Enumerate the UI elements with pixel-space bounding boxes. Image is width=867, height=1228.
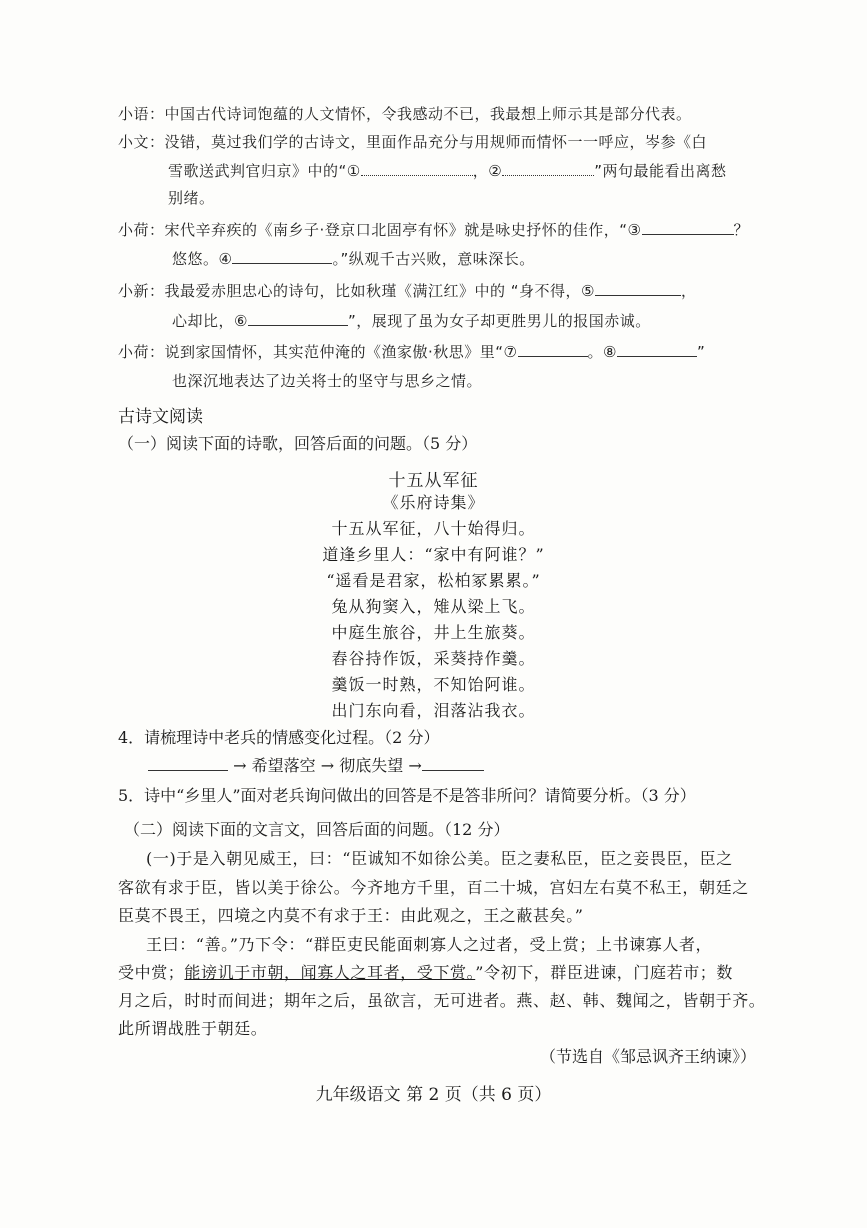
speaker-label: 小语： [118,105,165,123]
dialogue-line-5a [118,341,705,362]
poem-line: 中庭生旅谷，井上生旅葵。 [331,623,536,642]
arrow-right-icon: → [408,756,422,775]
poem-line: 十五从军征，八十始得归。 [331,519,536,538]
dialogue-text: 没错，莫过我们学的古诗文，里面作品充分与用规师而情怀一一呼应，岑参《白 [164,133,708,151]
dialogue-text: ”，展现了虽为女子却更胜男儿的报国赤诚。 [347,312,651,330]
speaker-label: 小新： [118,282,165,300]
answer-blank-7[interactable] [518,356,588,357]
answer-blank-1[interactable] [361,175,473,176]
poem-line: “遥看是君家，松柏冢累累。” [326,571,541,590]
passage-line: 月之后，时时而间进；期年之后，虽欲言，无可进者。燕、赵、韩、魏闻之，皆朝于齐。 [118,991,766,1010]
dialogue-text: 别绪。 [168,189,215,207]
speaker-label: 小荷： [118,221,165,239]
arrow-right-icon: → [233,756,247,775]
emotion-blank-1[interactable] [148,770,228,771]
dialogue-line-4a [118,280,697,301]
dialogue-text: 悠悠。④ [172,250,233,268]
underlined-sentence: 能谤讥于市朝，闻寡人之耳者，受下赏。 [184,963,476,982]
dialogue-line-4b [172,310,651,331]
speaker-label: 小文： [118,133,165,151]
poem-line: 道逢乡里人：“家中有阿谁？” [322,545,545,564]
dialogue-line-2b [168,160,726,181]
dialogue-text: 也深沉地表达了边关将士的坚守与思乡之情。 [172,372,483,390]
dialogue-text: ？ [733,221,750,239]
answer-blank-8[interactable] [617,356,697,357]
passage-line [118,960,733,983]
question-4: 4．请梳理诗中老兵的情感变化过程。（2 分） [118,728,440,747]
dialogue-text: 。”纵观千古兴败，意味深长。 [332,250,535,268]
speaker-label: 小荷： [118,343,165,361]
answer-blank-3[interactable] [642,234,734,235]
dialogue-text: 宋代辛弃疾的《南乡子·登京口北固亭有怀》就是咏史抒怀的佳作，“③ [164,221,642,239]
poem-line: 羹饭一时熟，不知饴阿谁。 [331,675,536,694]
poem-title: 十五从军征 [388,471,479,491]
arrow-right-icon: → [320,756,335,775]
section-title: 古诗文阅读 [118,407,203,427]
emotion-step: 希望落空 [251,756,316,775]
answer-blank-6[interactable] [248,325,348,326]
passage-source: （节选自《邹忌讽齐王纳谏》） [540,1047,757,1066]
emotion-step: 彻底失望 [339,756,404,775]
emotion-flow [148,753,484,776]
passage-line: 臣莫不畏王，四境之内莫不有求于王：由此观之，王之蔽甚矣。” [118,906,584,925]
dialogue-text: 。⑧ [587,343,617,361]
answer-blank-4[interactable] [232,263,332,264]
part1-heading: （一）阅读下面的诗歌，回答后面的问题。（5 分） [118,434,478,453]
poem-source: 《乐府诗集》 [382,493,485,512]
passage-line: (一)于是入朝见威王，曰：“臣诚知不如徐公美。臣之妻私臣，臣之妾畏臣，臣之 [146,849,733,868]
answer-blank-2[interactable] [502,175,594,176]
poem-line: 舂谷持作饭，采葵持作羹。 [331,649,536,668]
passage-line: 此所谓战胜于朝廷。 [118,1019,268,1038]
dialogue-line-5b [172,370,482,391]
dialogue-text: 中国古代诗词饱蕴的人文情怀，令我感动不已，我最想上师示其是部分代表。 [164,105,692,123]
page-footer: 九年级语文 第 2 页（共 6 页） [315,1085,552,1105]
dialogue-line-1 [118,103,692,124]
dialogue-line-3b [172,248,535,269]
emotion-blank-2[interactable] [422,770,484,771]
dialogue-text: 我最爱赤胆忠心的诗句，比如秋瑾《满江红》中的 “身不得，⑤ [164,282,596,300]
answer-blank-5[interactable] [595,295,681,296]
dialogue-line-2a [118,131,707,152]
passage-line: 客欲有求于臣，皆以美于徐公。今齐地方千里，百二十城，宫妇左右莫不私王，朝廷之 [118,878,749,897]
passage-line: 王曰：“善。”乃下令：“群臣吏民能面刺寡人之过者，受上赏；上书谏寡人者， [146,935,713,954]
dialogue-text: 说到家国情怀，其实范仲淹的《渔家傲·秋思》里“⑦ [164,343,518,361]
dialogue-text: ，② [472,162,503,180]
passage-text: ”令初下，群臣进谏，门庭若市；数 [475,963,733,982]
dialogue-text: ， [681,282,697,300]
dialogue-text: ”两句最能看出离愁 [594,162,727,180]
passage-text: 受中赏； [118,963,185,982]
dialogue-text: 心却比，⑥ [172,312,248,330]
poem-line: 兔从狗窦入，雉从梁上飞。 [331,597,536,616]
part2-heading: （二）阅读下面的文言文，回答后面的问题。（12 分） [124,820,510,839]
poem-line: 出门东向看，泪落沾我衣。 [331,701,536,720]
dialogue-line-2c [168,187,215,208]
dialogue-line-3a [118,219,749,240]
dialogue-text: ” [696,343,706,361]
question-5: 5．诗中“乡里人”面对老兵询问做出的回答是不是答非所问？请简要分析。（3 分） [118,786,696,805]
dialogue-text: 雪歌送武判官归京》中的“① [168,162,361,180]
